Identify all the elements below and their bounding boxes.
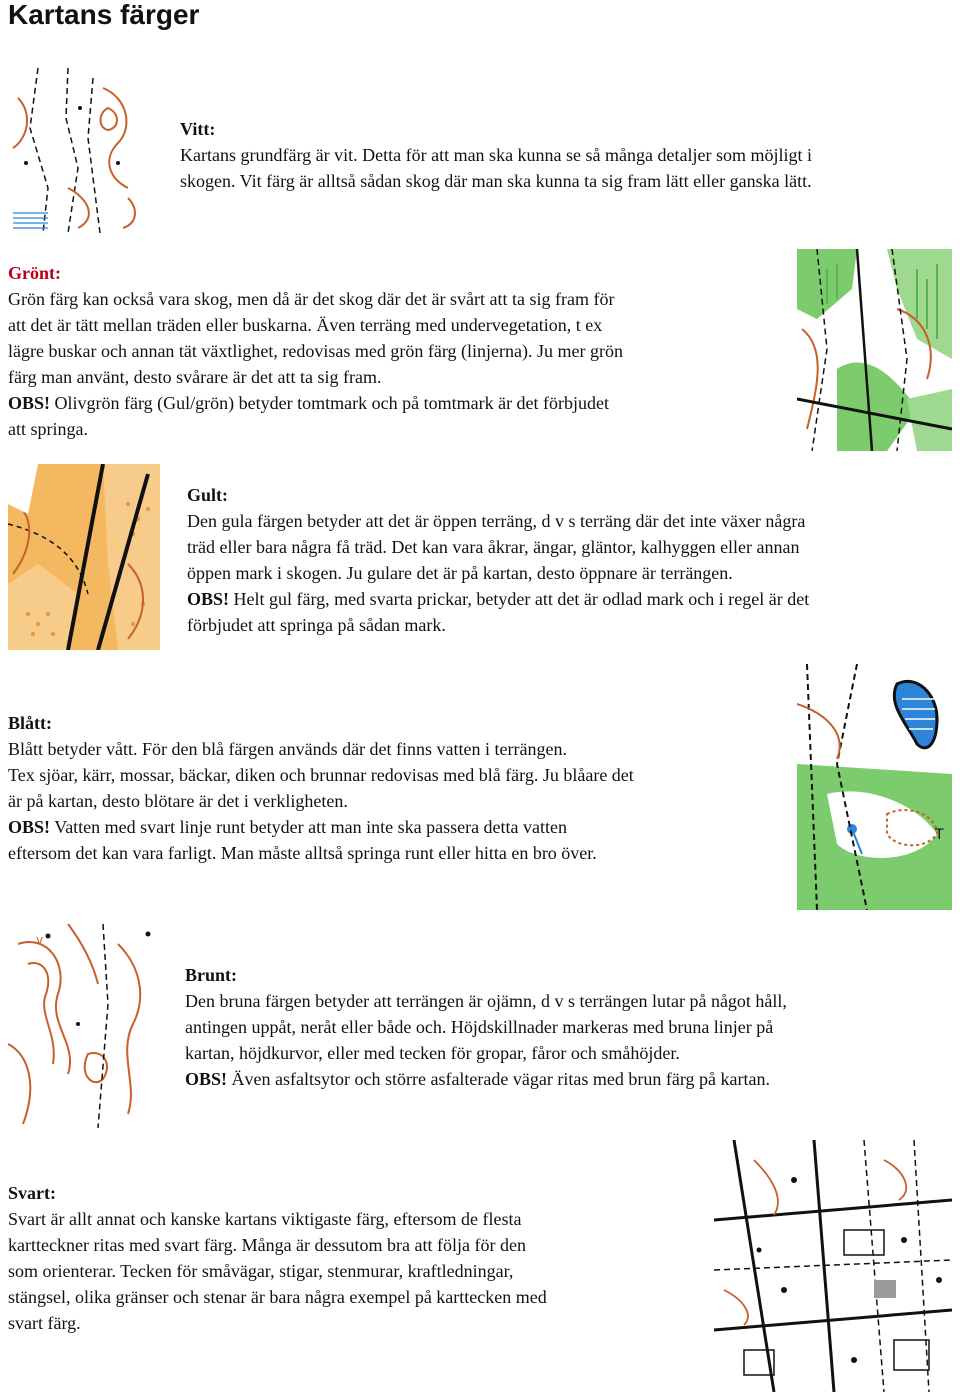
- section-text-line: Svart är allt annat och kanske kartans viktigaste färg, eftersom de flesta: [8, 1209, 522, 1229]
- section-svart: [8, 1180, 698, 1336]
- black-map-image: [714, 1140, 952, 1392]
- obs-label: OBS!: [8, 393, 51, 413]
- section-obs-line: [8, 390, 778, 416]
- section-text-line: kartan, höjdkurvor, eller med tecken för gropar, fåror och småhöjder.: [185, 1043, 680, 1063]
- obs-text: Även asfaltsytor och större asfalterade vägar ritas med brun färg på kartan.: [227, 1069, 770, 1089]
- section-obs-line: [185, 1066, 950, 1092]
- obs-text: Vatten med svart linje runt betyder att man inte ska passera detta vatten: [50, 817, 568, 837]
- section-text-line: lägre buskar och annan tät växtlighet, redovisas med grön färg (linjerna). Ju mer grön: [8, 341, 623, 361]
- section-text-line: antingen uppåt, neråt eller både och. Höjdskillnader markeras med bruna linjer på: [185, 1017, 774, 1037]
- obs-text: Helt gul färg, med svarta prickar, betyder att det är odlad mark och i regel är det: [229, 589, 810, 609]
- section-gult: [187, 482, 952, 638]
- section-text-line: stängsel, olika gränser och stenar är bara några exempel på karttecken med: [8, 1287, 547, 1307]
- obs-label: OBS!: [185, 1069, 228, 1089]
- obs-label: OBS!: [8, 817, 51, 837]
- section-text-line: Den gula färgen betyder att det är öppen terräng, d v s terräng där det inte växer några: [187, 511, 806, 531]
- section-text-line: Kartans grundfärg är vit. Detta för att man ska kunna se så många detaljer som möjligt i: [180, 145, 812, 165]
- page-title: Kartans färger: [8, 0, 200, 30]
- section-text-line: skogen. Vit färg är alltså sådan skog där man ska kunna ta sig fram lätt eller ganska lätt.: [180, 171, 812, 191]
- green-map-image: [797, 249, 952, 451]
- section-text-line: kartteckner ritas med svart färg. Många är dessutom bra att följa för den: [8, 1235, 526, 1255]
- section-text-line: färg man använt, desto svårare är det att ta sig fram.: [8, 367, 382, 387]
- blue-map-image: [797, 664, 952, 910]
- section-text-line: att det är tätt mellan träden eller buskarna. Även terräng med undervegetation, t ex: [8, 315, 603, 335]
- yellow-map-image: [8, 464, 160, 650]
- section-obs-line: [187, 586, 952, 612]
- section-text-line: Tex sjöar, kärr, mossar, bäckar, diken och brunnar redovisas med blå färg. Ju blåare det: [8, 765, 634, 785]
- section-text-line: som orienterar. Tecken för småvägar, stigar, stenmurar, kraftledningar,: [8, 1261, 514, 1281]
- section-text-line: svart färg.: [8, 1313, 81, 1333]
- section-text-line: Den bruna färgen betyder att terrängen är ojämn, d v s terrängen lutar på något håll,: [185, 991, 787, 1011]
- section-text-line: träd eller bara några få träd. Det kan vara åkrar, ängar, gläntor, kalhyggen eller annan: [187, 537, 800, 557]
- section-text-line: öppen mark i skogen. Ju gulare det är på kartan, desto öppnare är terrängen.: [187, 563, 733, 583]
- obs-label: OBS!: [187, 589, 230, 609]
- section-text-line: Blått betyder vått. För den blå färgen används där det finns vatten i terrängen.: [8, 739, 567, 759]
- section-text-line: eftersom det kan vara farligt. Man måste alltså springa runt eller hitta en bro över.: [8, 843, 597, 863]
- section-obs-line: [8, 814, 783, 840]
- section-heading: Brunt:: [185, 965, 238, 985]
- obs-text: Olivgrön färg (Gul/grön) betyder tomtmark och på tomtmark är det förbjudet: [50, 393, 610, 413]
- section-blatt: [8, 710, 783, 866]
- svg-text:v: v: [36, 933, 44, 947]
- white-map-image: [8, 68, 146, 233]
- section-heading: Grönt:: [8, 263, 61, 283]
- section-heading: Blått:: [8, 713, 52, 733]
- section-brunt: [185, 962, 950, 1092]
- section-text-line: förbjudet att springa på sådan mark.: [187, 615, 446, 635]
- section-heading: Gult:: [187, 485, 229, 505]
- brown-map-image: [8, 924, 160, 1128]
- section-text-line: Grön färg kan också vara skog, men då är det skog där det är svårt att ta sig fram för: [8, 289, 615, 309]
- section-vitt: [180, 116, 950, 194]
- section-heading: Svart:: [8, 1183, 56, 1203]
- section-text-line: att springa.: [8, 419, 88, 439]
- section-text-line: är på kartan, desto blötare är det i verkligheten.: [8, 791, 348, 811]
- svg-text:T: T: [935, 827, 944, 843]
- section-heading: Vitt:: [180, 119, 216, 139]
- section-gront: [8, 260, 778, 442]
